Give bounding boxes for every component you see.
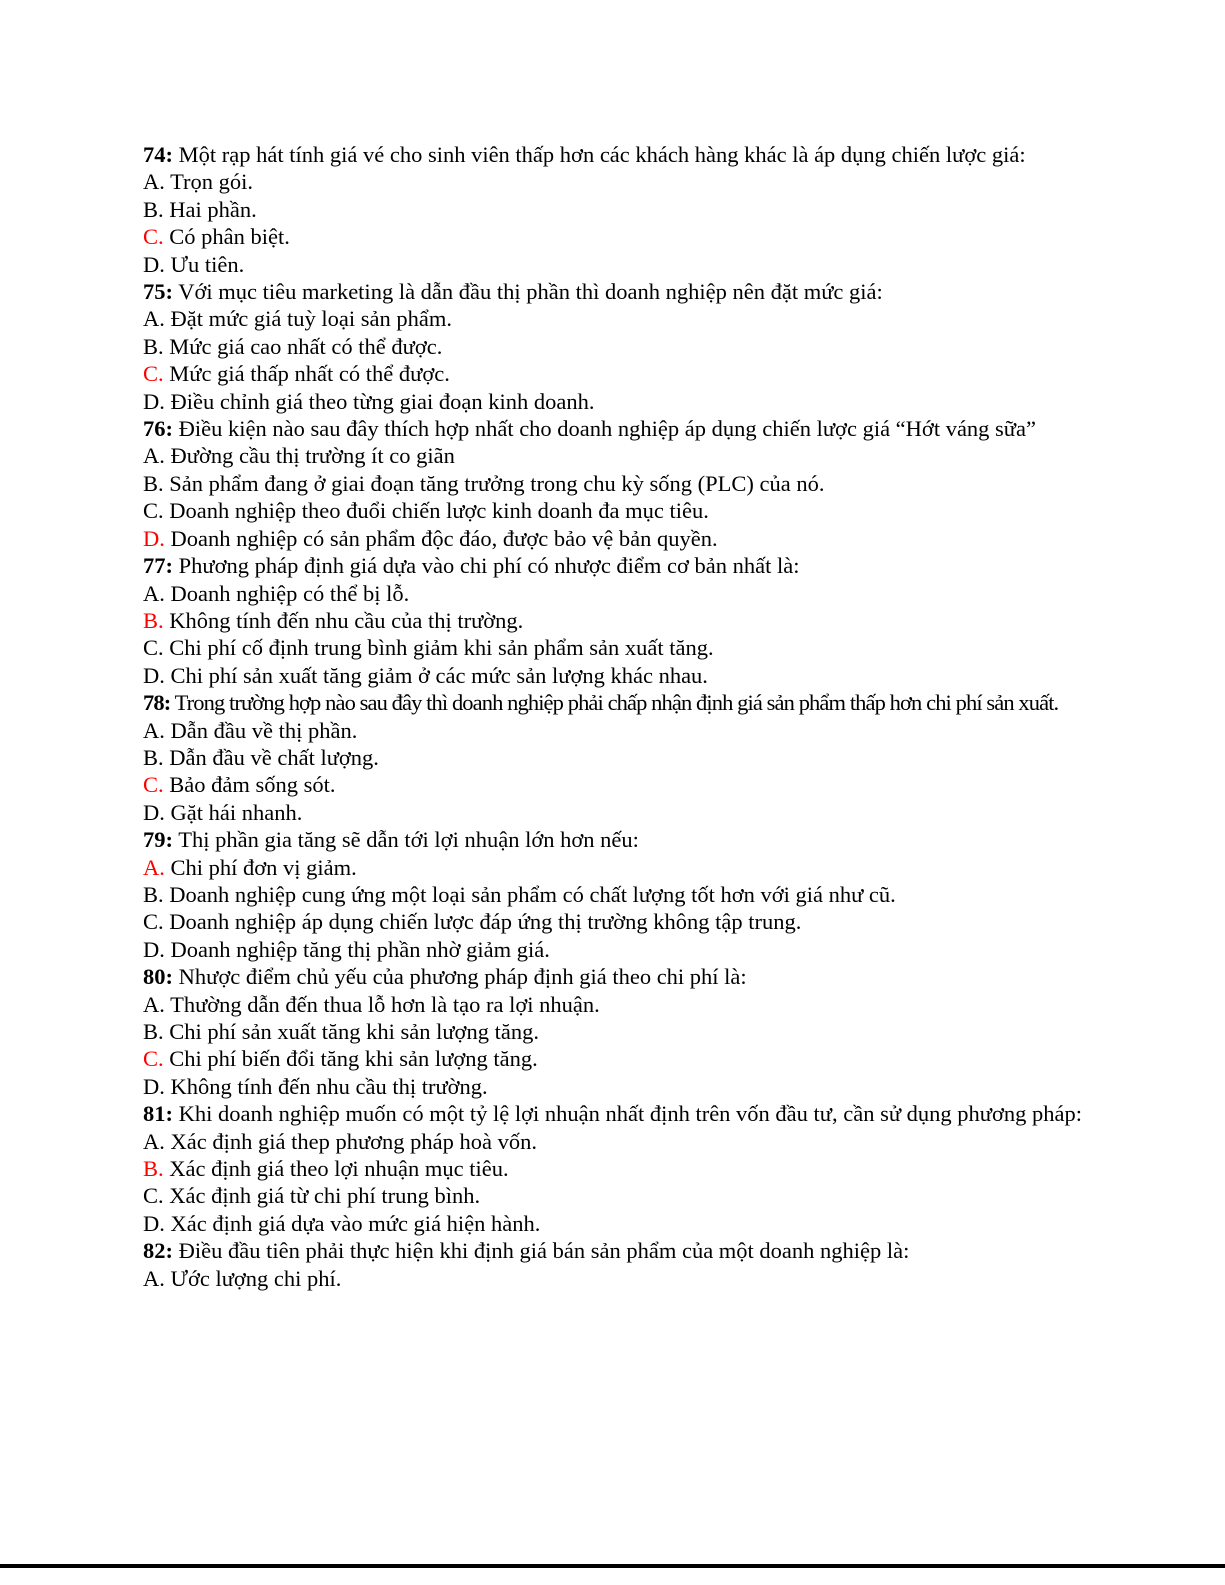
answer-text: Chi phí biến đổi tăng khi sản lượng tăng. (169, 1046, 538, 1072)
answer-letter: B. (143, 1019, 164, 1044)
answer-letter: B. (143, 333, 164, 359)
answer-option (143, 634, 1083, 661)
question-number: 79: (143, 827, 173, 853)
answer-option (143, 497, 1083, 524)
answer-letter: B. (143, 196, 164, 222)
question-text: Điều đầu tiên phải thực hiện khi định giá bán sản phẩm của một doanh nghiệp là: (178, 1238, 910, 1264)
answer-option (143, 607, 1083, 634)
answer-option (143, 1073, 1083, 1100)
answer-option (143, 744, 1083, 771)
answer-text: Doanh nghiệp áp dụng chiến lược đáp ứng thị trường không tập trung. (169, 909, 802, 935)
answer-text: Ước lượng chi phí. (170, 1265, 342, 1291)
question-text: Nhược điểm chủ yếu của phương pháp định giá theo chi phí là: (178, 964, 747, 990)
question-5 (143, 826, 1083, 853)
answer-text: Doanh nghiệp tăng thị phần nhờ giảm giá. (170, 936, 550, 962)
document-body (143, 141, 1083, 1292)
question-number: 82: (143, 1238, 173, 1264)
question-number: 74: (143, 142, 173, 167)
answer-text: Điều chỉnh giá theo từng giai đoạn kinh doanh. (170, 388, 595, 414)
question-number: 78: (143, 690, 171, 716)
question-text: Trong trường hợp nào sau đây thì doanh nghiệp phải chấp nhận định giá sản phẩm thấp hơn chi phí sản xuất. (174, 690, 1059, 716)
question-8 (143, 1237, 1083, 1264)
answer-option (143, 1265, 1083, 1292)
answer-letter: D. (143, 251, 165, 277)
answer-letter: B. (143, 881, 164, 907)
answer-text: Doanh nghiệp có sản phẩm độc đáo, được bảo vệ bản quyền. (170, 525, 718, 551)
answer-letter: D. (143, 388, 165, 414)
answer-option (143, 525, 1083, 552)
correct-answer-letter: C. (143, 224, 164, 250)
answer-option (143, 470, 1083, 497)
answer-option (143, 580, 1083, 607)
answer-text: Gặt hái nhanh. (170, 799, 303, 825)
correct-answer-letter: C. (143, 361, 164, 387)
question-7 (143, 1100, 1083, 1127)
answer-text: Sản phẩm đang ở giai đoạn tăng trưởng trong chu kỳ sống (PLC) của nó. (169, 470, 825, 496)
answer-letter: B. (143, 744, 164, 770)
answer-option (143, 1210, 1083, 1237)
answer-text: Không tính đến nhu cầu của thị trường. (169, 607, 524, 633)
answer-text: Bảo đảm sống sót. (169, 772, 336, 798)
answer-letter: A. (143, 443, 165, 469)
answer-letter: A. (143, 580, 165, 606)
question-text: Thị phần gia tăng sẽ dẫn tới lợi nhuận lớn hơn nếu: (178, 827, 639, 853)
question-3 (143, 552, 1083, 579)
correct-answer-letter: C. (143, 1046, 164, 1072)
answer-letter: D. (143, 1073, 165, 1099)
answer-option (143, 223, 1083, 250)
answer-letter: C. (143, 498, 164, 524)
answer-letter: A. (143, 991, 165, 1017)
answer-text: Mức giá thấp nhất có thể được. (169, 361, 450, 387)
answer-letter: A. (143, 1128, 165, 1154)
answer-option (143, 251, 1083, 278)
question-text: Một rạp hát tính giá vé cho sinh viên thấp hơn các khách hàng khác là áp dụng chiến lược giá: (178, 142, 1026, 167)
answer-letter: A. (143, 306, 165, 332)
question-6 (143, 963, 1083, 990)
answer-text: Xác định giá theo lợi nhuận mục tiêu. (169, 1156, 509, 1182)
answer-option (143, 168, 1083, 195)
correct-answer-letter: D. (143, 525, 165, 551)
question-text: Điều kiện nào sau đây thích hợp nhất cho doanh nghiệp áp dụng chiến lược giá “Hớt váng sữa” (178, 416, 1036, 442)
answer-option (143, 196, 1083, 223)
answer-option (143, 854, 1083, 881)
answer-text: Xác định giá từ chi phí trung bình. (169, 1183, 481, 1209)
answer-text: Doanh nghiệp theo đuổi chiến lược kinh doanh đa mục tiêu. (169, 498, 709, 524)
question-text: Khi doanh nghiệp muốn có một tỷ lệ lợi nhuận nhất định trên vốn đầu tư, cần sử dụng phương pháp: (178, 1101, 1082, 1127)
correct-answer-letter: A. (143, 854, 165, 880)
answer-option (143, 442, 1083, 469)
answer-text: Hai phần. (169, 196, 257, 222)
answer-option (143, 908, 1083, 935)
answer-text: Ưu tiên. (170, 251, 245, 277)
correct-answer-letter: B. (143, 607, 164, 633)
answer-option (143, 1018, 1083, 1045)
answer-option (143, 360, 1083, 387)
answer-text: Đặt mức giá tuỳ loại sản phẩm. (170, 306, 453, 332)
correct-answer-letter: B. (143, 1156, 164, 1182)
answer-text: Xác định giá dựa vào mức giá hiện hành. (170, 1210, 541, 1236)
answer-text: Dẫn đầu về thị phần. (170, 717, 358, 743)
answer-letter: C. (143, 909, 164, 935)
answer-text: Doanh nghiệp cung ứng một loại sản phẩm có chất lượng tốt hơn với giá như cũ. (169, 881, 896, 907)
answer-option (143, 1155, 1083, 1182)
answer-option (143, 771, 1083, 798)
question-number: 77: (143, 553, 173, 579)
question-text: Với mục tiêu marketing là dẫn đầu thị phần thì doanh nghiệp nên đặt mức giá: (178, 279, 883, 305)
answer-option (143, 1128, 1083, 1155)
question-text: Phương pháp định giá dựa vào chi phí có nhược điểm cơ bản nhất là: (178, 553, 800, 579)
page-bottom-rule (0, 1564, 1225, 1568)
question-number: 75: (143, 279, 173, 305)
answer-letter: A. (143, 169, 165, 195)
answer-option (143, 991, 1083, 1018)
answer-option (143, 662, 1083, 689)
answer-option (143, 717, 1083, 744)
answer-text: Chi phí cố định trung bình giảm khi sản phẩm sản xuất tăng. (169, 635, 714, 661)
answer-text: Mức giá cao nhất có thể được. (169, 333, 443, 359)
question-number: 81: (143, 1101, 173, 1127)
answer-text: Chi phí sản xuất tăng khi sản lượng tăng. (169, 1019, 539, 1044)
answer-option (143, 936, 1083, 963)
answer-letter: D. (143, 662, 165, 688)
answer-option (143, 333, 1083, 360)
answer-letter: A. (143, 1265, 165, 1291)
answer-letter: D. (143, 1210, 165, 1236)
question-0 (143, 141, 1083, 168)
answer-text: Trọn gói. (170, 169, 254, 195)
answer-text: Doanh nghiệp có thể bị lỗ. (170, 580, 410, 606)
question-4 (143, 689, 1083, 716)
question-2 (143, 415, 1083, 442)
answer-text: Dẫn đầu về chất lượng. (169, 744, 379, 770)
answer-text: Thường dẫn đến thua lỗ hơn là tạo ra lợi nhuận. (170, 991, 600, 1017)
answer-letter: C. (143, 1183, 164, 1209)
answer-text: Chi phí đơn vị giảm. (170, 854, 357, 880)
answer-text: Không tính đến nhu cầu thị trường. (170, 1073, 488, 1099)
answer-text: Đường cầu thị trường ít co giãn (170, 443, 455, 469)
answer-option (143, 388, 1083, 415)
answer-letter: A. (143, 717, 165, 743)
question-1 (143, 278, 1083, 305)
answer-option (143, 1045, 1083, 1072)
answer-text: Có phân biệt. (169, 224, 290, 250)
question-number: 80: (143, 964, 173, 990)
answer-letter: D. (143, 799, 165, 825)
correct-answer-letter: C. (143, 772, 164, 798)
question-number: 76: (143, 416, 173, 442)
answer-option (143, 1182, 1083, 1209)
answer-text: Chi phí sản xuất tăng giảm ở các mức sản lượng khác nhau. (170, 662, 708, 688)
answer-option (143, 881, 1083, 908)
answer-letter: B. (143, 470, 164, 496)
answer-letter: D. (143, 936, 165, 962)
answer-letter: C. (143, 635, 164, 661)
answer-option (143, 305, 1083, 332)
answer-text: Xác định giá thep phương pháp hoà vốn. (170, 1128, 538, 1154)
answer-option (143, 799, 1083, 826)
